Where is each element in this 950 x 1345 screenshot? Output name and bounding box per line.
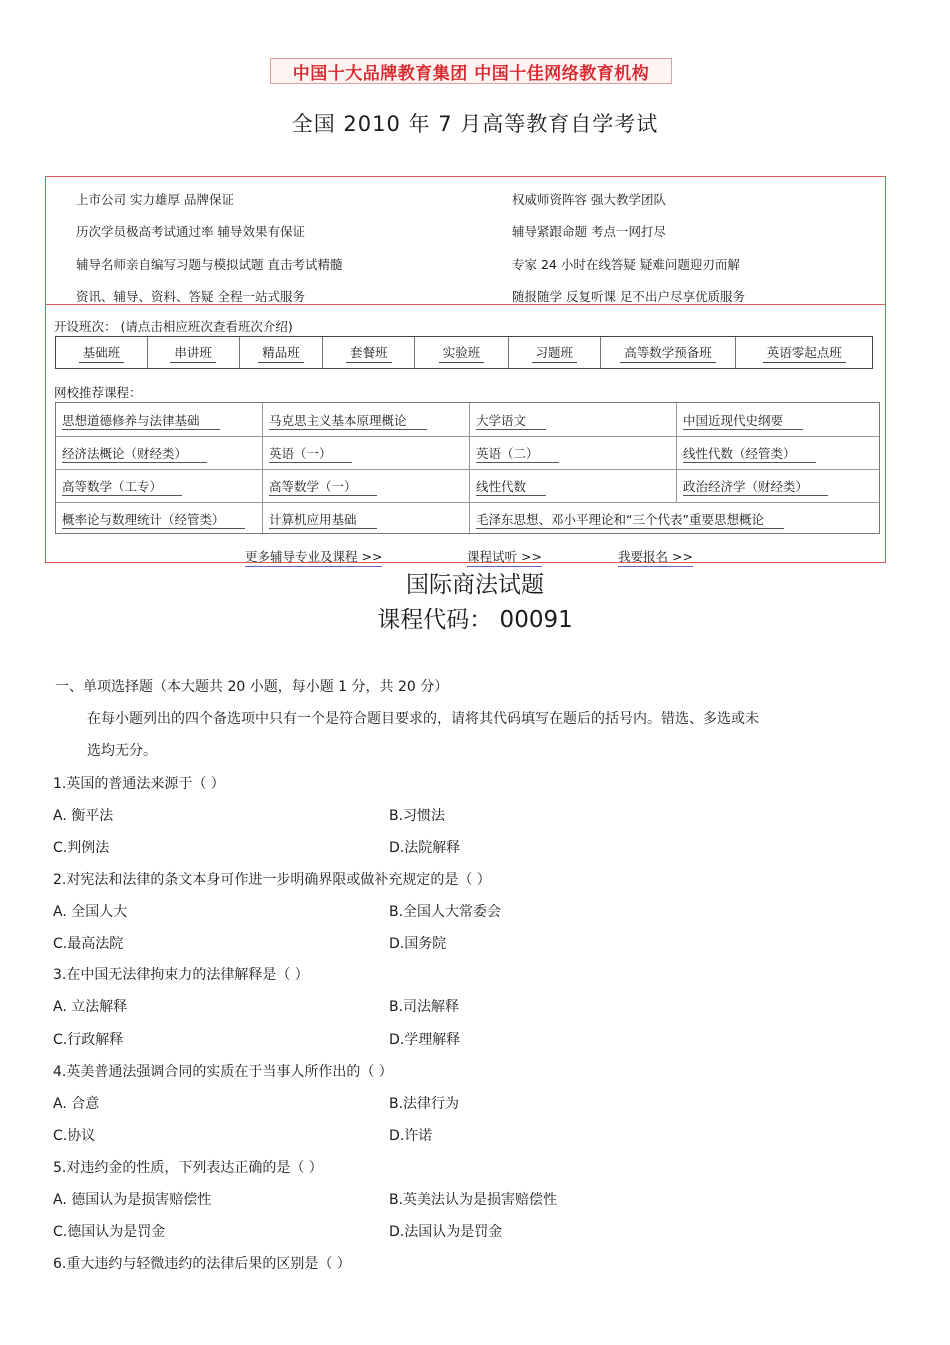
class-link-math-prep[interactable]: 高等数学预备班 — [601, 337, 737, 368]
answer-option: B.司法解释 — [389, 999, 460, 1015]
course-row — [56, 436, 879, 470]
course-row — [56, 502, 879, 535]
promo-line: 辅导紧跟命题 考点一网打尽 — [512, 224, 666, 239]
class-link-trial[interactable]: 实验班 — [415, 337, 509, 368]
more-courses-link[interactable]: 更多辅导专业及课程 >> — [245, 547, 382, 567]
section-heading: 一、单项选择题（本大题共 20 小题，每小题 1 分，共 20 分） — [55, 679, 449, 695]
advertisement-box — [45, 176, 886, 563]
course-row — [56, 403, 879, 437]
class-link-review[interactable]: 串讲班 — [148, 337, 240, 368]
course-link[interactable]: 大学语文 — [470, 403, 677, 436]
answer-option: D.国务院 — [389, 936, 447, 952]
question-stem: 1.英国的普通法来源于（ ） — [53, 776, 225, 792]
answer-option: A. 立法解释 — [53, 999, 128, 1015]
answer-option: C.德国认为是罚金 — [53, 1224, 166, 1240]
promo-line: 随报随学 反复听课 足不出户尽享优质服务 — [512, 289, 745, 304]
course-link[interactable]: 高等数学（工专） — [56, 469, 263, 502]
course-link[interactable]: 英语（二） — [470, 436, 677, 469]
answer-option: A. 衡平法 — [53, 808, 114, 824]
question-stem: 2.对宪法和法律的条文本身可作进一步明确界限或做补充规定的是（ ） — [53, 872, 491, 888]
question-stem: 5.对违约金的性质，下列表达正确的是（ ） — [53, 1160, 323, 1176]
answer-option: C.最高法院 — [53, 936, 124, 952]
section-instructions: 选均无分。 — [87, 743, 157, 759]
answer-option: A. 全国人大 — [53, 904, 128, 920]
promo-line: 辅导名师亲自编写习题与模拟试题 直击考试精髓 — [76, 257, 343, 272]
promo-line: 专家 24 小时在线答疑 疑难问题迎刃而解 — [512, 257, 740, 272]
answer-option: C.判例法 — [53, 840, 110, 856]
course-link[interactable]: 高等数学（一） — [263, 469, 470, 502]
answer-option: B.习惯法 — [389, 808, 446, 824]
course-link[interactable]: 概率论与数理统计（经管类） — [56, 502, 263, 535]
course-link[interactable]: 中国近现代史纲要 — [677, 403, 878, 436]
answer-option: D.法国认为是罚金 — [389, 1224, 503, 1240]
course-grid — [55, 402, 880, 534]
question-stem: 3.在中国无法律拘束力的法律解释是（ ） — [53, 967, 309, 983]
answer-option: C.协议 — [53, 1128, 96, 1144]
promo-line: 资讯、辅导、资料、答疑 全程一站式服务 — [76, 289, 305, 304]
classes-label: 开设班次： (请点击相应班次查看班次介绍) — [54, 319, 293, 334]
promo-line: 历次学员极高考试通过率 辅导效果有保证 — [76, 224, 305, 239]
answer-option: A. 德国认为是损害赔偿性 — [53, 1192, 212, 1208]
promo-line: 上市公司 实力雄厚 品牌保证 — [76, 192, 234, 207]
course-link[interactable]: 线性代数 — [470, 469, 677, 502]
class-link-basic[interactable]: 基础班 — [56, 337, 148, 368]
course-link[interactable]: 经济法概论（财经类） — [56, 436, 263, 469]
answer-option: B.法律行为 — [389, 1096, 460, 1112]
answer-option: D.法院解释 — [389, 840, 461, 856]
course-link[interactable]: 英语（一） — [263, 436, 470, 469]
paper-title: 国际商法试题 — [406, 572, 544, 598]
course-link[interactable]: 毛泽东思想、邓小平理论和“三个代表”重要思想概论 — [470, 502, 878, 535]
divider — [46, 304, 885, 305]
course-link[interactable]: 思想道德修养与法律基础 — [56, 403, 263, 436]
course-link[interactable]: 线性代数（经管类） — [677, 436, 878, 469]
register-link[interactable]: 我要报名 >> — [618, 547, 693, 567]
course-link[interactable]: 计算机应用基础 — [263, 502, 470, 535]
course-link[interactable]: 马克思主义基本原理概论 — [263, 403, 470, 436]
course-preview-link[interactable]: 课程试听 >> — [467, 547, 542, 567]
courses-label: 网校推荐课程： — [54, 385, 142, 400]
answer-option: C.行政解释 — [53, 1032, 124, 1048]
exam-title: 全国 2010 年 7 月高等教育自学考试 — [291, 112, 659, 136]
class-link-exercise[interactable]: 习题班 — [509, 337, 601, 368]
course-code: 课程代码： 00091 — [377, 607, 573, 633]
answer-option: D.学理解释 — [389, 1032, 461, 1048]
question-stem: 6.重大违约与轻微违约的法律后果的区别是（ ） — [53, 1256, 351, 1272]
answer-option: A. 合意 — [53, 1096, 100, 1112]
class-link-english-zero[interactable]: 英语零起点班 — [736, 337, 872, 368]
question-stem: 4.英美普通法强调合同的实质在于当事人所作出的（ ） — [53, 1064, 393, 1080]
class-list — [55, 336, 873, 369]
section-instructions: 在每小题列出的四个备选项中只有一个是符合题目要求的，请将其代码填写在题后的括号内。错选、多选或未 — [87, 711, 759, 727]
course-link[interactable]: 政治经济学（财经类） — [677, 469, 878, 502]
promo-line: 权威师资阵容 强大教学团队 — [512, 192, 666, 207]
class-link-premium[interactable]: 精品班 — [240, 337, 324, 368]
answer-option: B.全国人大常委会 — [389, 904, 502, 920]
brand-banner: 中国十大品牌教育集团 中国十佳网络教育机构 — [270, 58, 672, 84]
answer-option: D.许诺 — [389, 1128, 433, 1144]
answer-option: B.英美法认为是损害赔偿性 — [389, 1192, 558, 1208]
class-link-package[interactable]: 套餐班 — [323, 337, 415, 368]
course-row — [56, 469, 879, 503]
